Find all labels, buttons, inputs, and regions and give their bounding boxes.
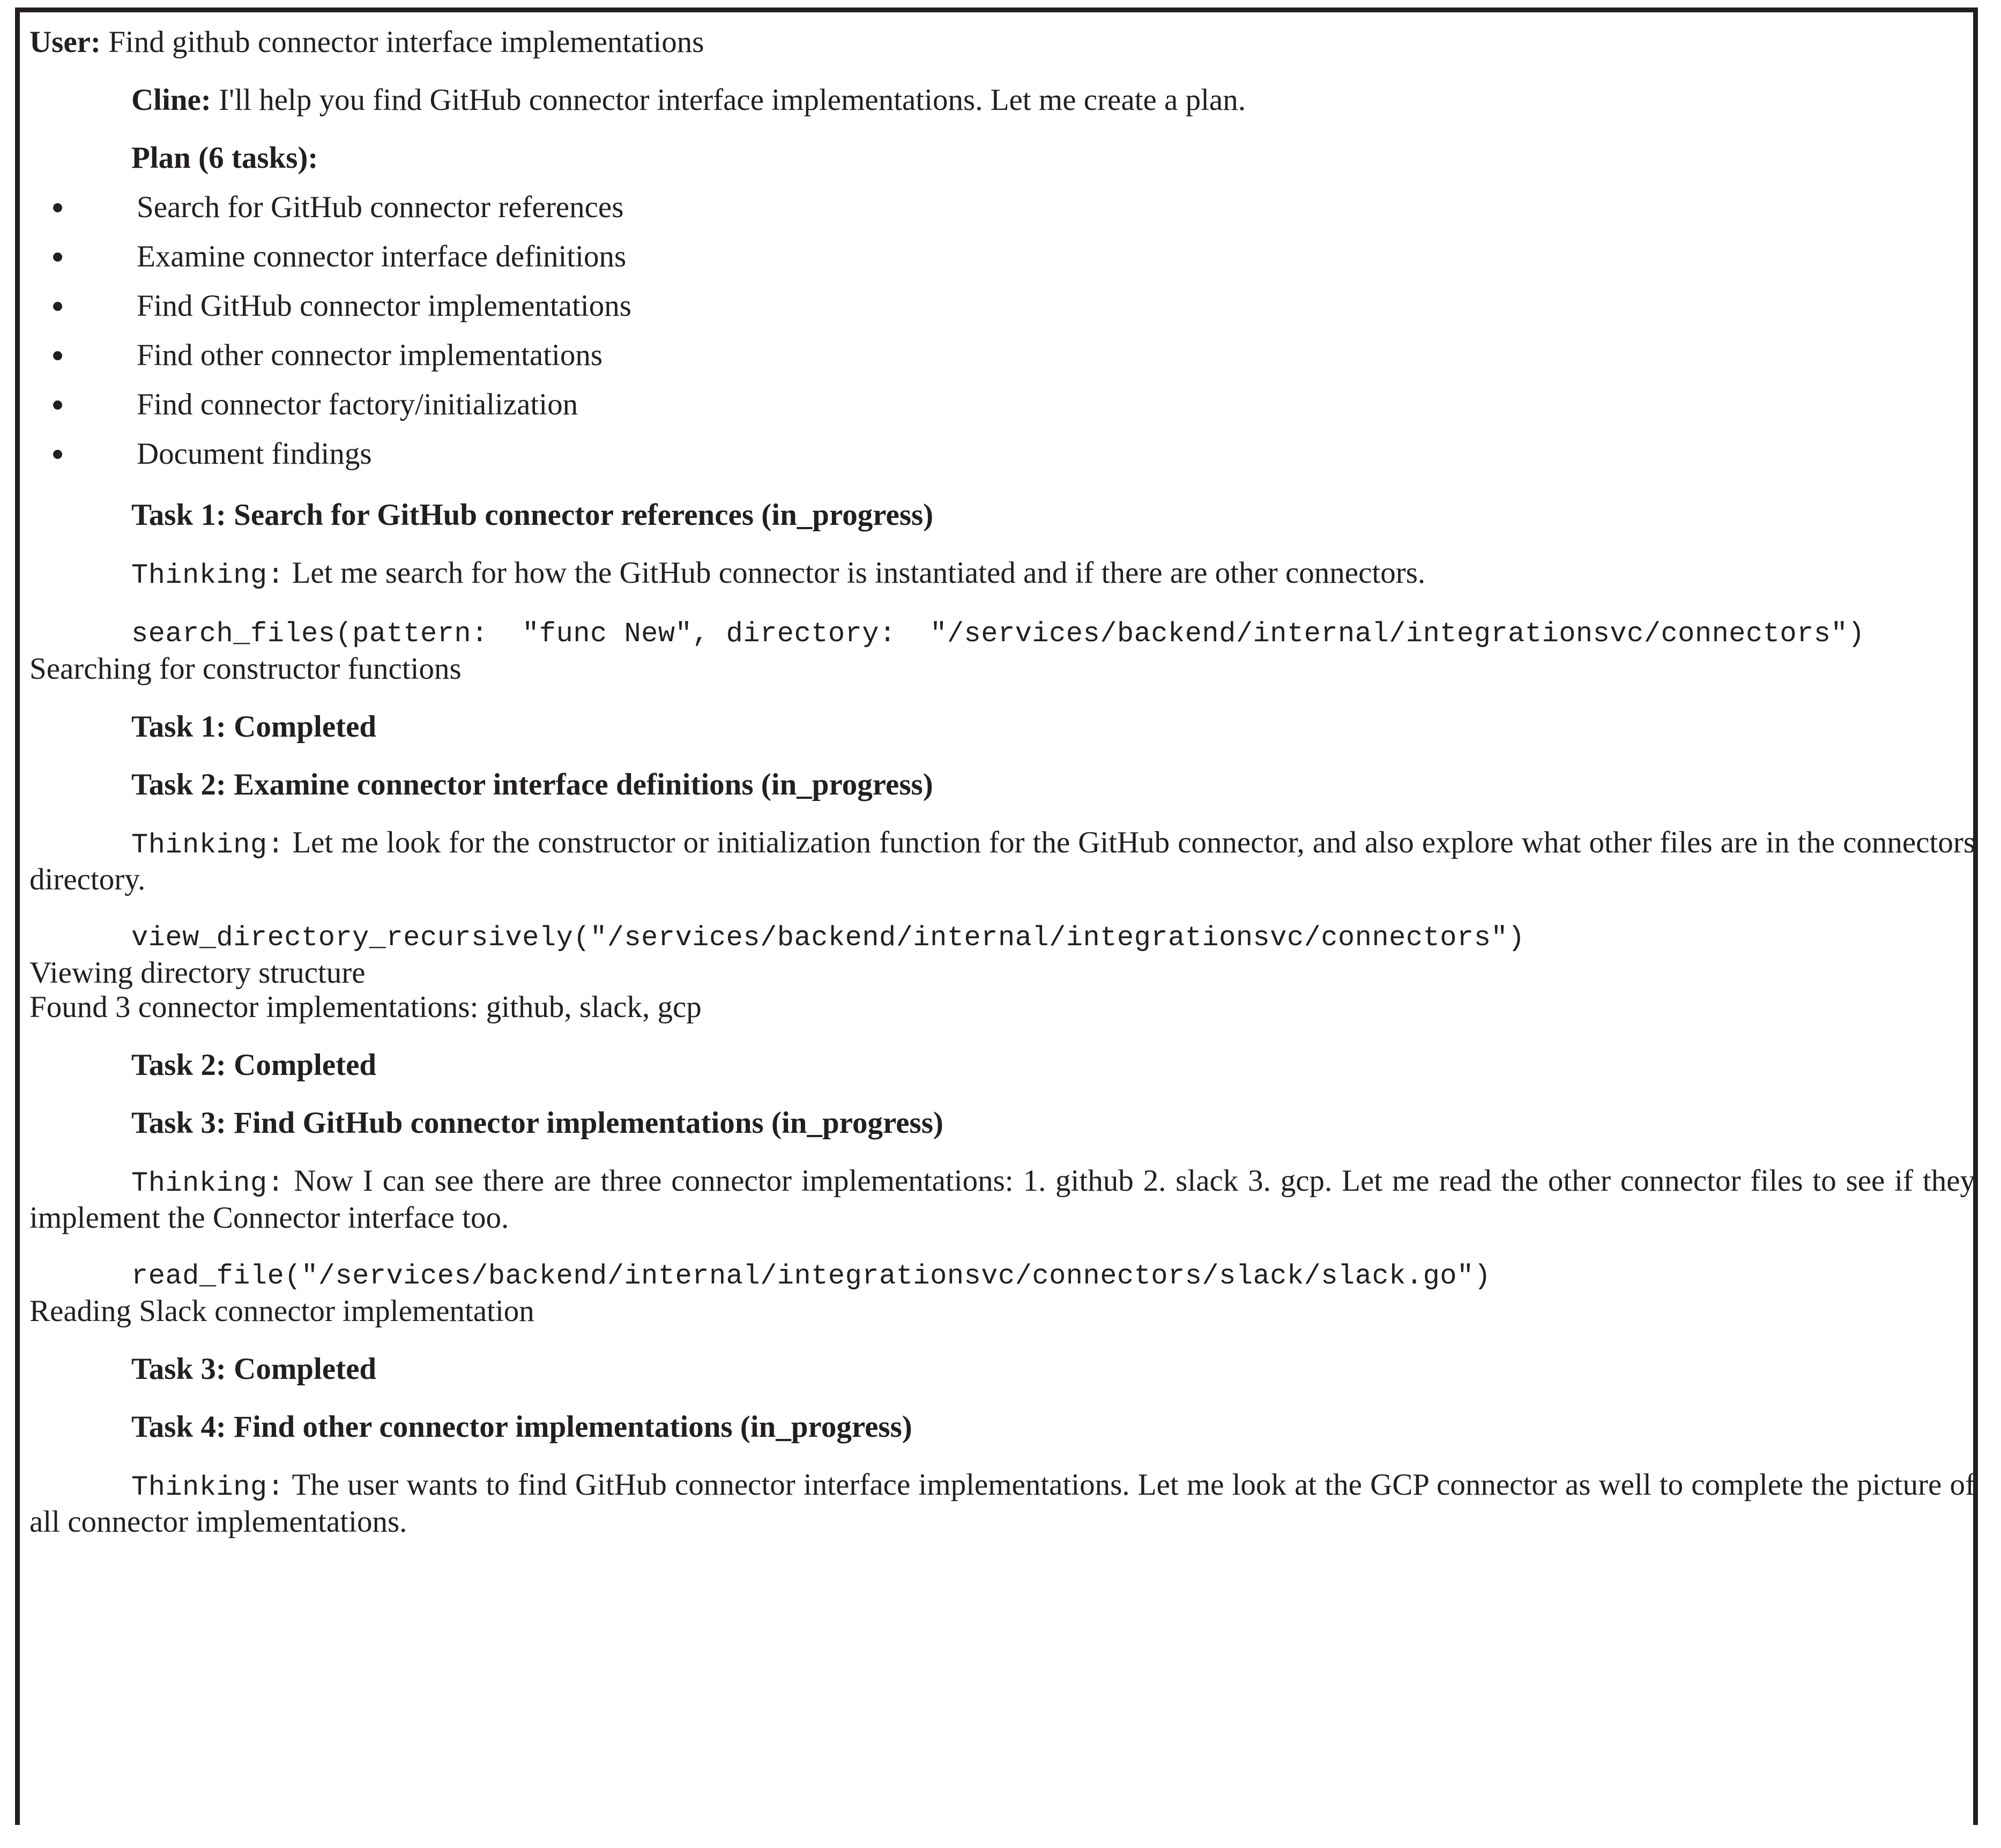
tool-result-line: Viewing directory structure xyxy=(29,956,366,990)
plan-item-label: Examine connector interface definitions xyxy=(137,240,627,273)
thinking-text: Now I can see there are three connector implementations: 1. github 2. slack 3. gcp. Let me read the other connector files to see if they implement the Connector interface too. xyxy=(29,1164,1976,1235)
task-heading: Task 1: Search for GitHub connector references (in_progress) xyxy=(131,498,934,532)
task-heading: Task 2: Examine connector interface definitions (in_progress) xyxy=(131,768,933,801)
plan-list-item xyxy=(29,331,1975,380)
tool-result-line: Searching for constructor functions xyxy=(29,652,462,686)
thinking-block xyxy=(29,1164,1975,1235)
plan-list-item xyxy=(29,232,1975,281)
user-speaker-label: User: xyxy=(29,25,101,59)
bullet-icon xyxy=(53,253,62,262)
plan-task-list xyxy=(29,183,1975,479)
thinking-text: Let me look for the constructor or initialization function for the GitHub connector, and also explore what other files are in the connectors directory. xyxy=(29,826,1975,896)
thinking-text: The user wants to find GitHub connector interface implementations. Let me look at the GCP connector as well to complete the picture of all connector implementations. xyxy=(29,1468,1975,1539)
bullet-icon xyxy=(53,302,62,311)
thinking-text: Let me search for how the GitHub connector is instantiated and if there are other connectors. xyxy=(292,556,1426,590)
plan-item-label: Find other connector implementations xyxy=(137,338,603,372)
plan-list-item xyxy=(29,429,1975,479)
user-message-line xyxy=(29,25,1975,60)
tool-call-line: view_directory_recursively("/services/backend/internal/integrationsvc/connectors") xyxy=(131,922,1525,954)
plan-item-label: Find connector factory/initialization xyxy=(137,388,578,421)
plan-item-label: Find GitHub connector implementations xyxy=(137,289,631,323)
plan-heading: Plan (6 tasks): xyxy=(131,141,318,175)
tool-result-line: Found 3 connector implementations: github, slack, gcp xyxy=(29,990,702,1024)
thinking-label: Thinking: xyxy=(131,1472,285,1503)
plan-list-item xyxy=(29,183,1975,232)
thinking-label: Thinking: xyxy=(131,560,285,591)
task-heading: Task 3: Find GitHub connector implementations (in_progress) xyxy=(131,1106,943,1140)
document-frame xyxy=(15,8,1978,1825)
thinking-block xyxy=(29,826,1975,897)
thinking-label: Thinking: xyxy=(131,829,285,861)
assistant-speaker-label: Cline: xyxy=(131,83,211,117)
thinking-block xyxy=(29,1468,1975,1539)
bullet-icon xyxy=(53,203,62,212)
bullet-icon xyxy=(53,450,62,459)
task-heading: Task 1: Completed xyxy=(131,710,377,744)
task-heading: Task 3: Completed xyxy=(131,1352,377,1386)
task-heading: Task 2: Completed xyxy=(131,1048,377,1082)
transcript-body xyxy=(29,18,1990,1539)
plan-item-label: Search for GitHub connector references xyxy=(137,190,624,224)
thinking-block xyxy=(29,556,1975,593)
tool-call-line: read_file("/services/backend/internal/integrationsvc/connectors/slack/slack.go") xyxy=(131,1260,1491,1292)
task-heading: Task 4: Find other connector implementations (in_progress) xyxy=(131,1410,912,1444)
thinking-label: Thinking: xyxy=(131,1168,285,1199)
tool-call-line: search_files(pattern: "func New", directory: "/services/backend/internal/integrationsvc/connectors") xyxy=(131,618,1865,650)
bullet-icon xyxy=(53,351,62,360)
assistant-message-line xyxy=(29,83,1975,117)
bullet-icon xyxy=(53,400,62,410)
plan-list-item xyxy=(29,380,1975,429)
plan-item-label: Document findings xyxy=(137,437,372,471)
user-message-text: Find github connector interface implementations xyxy=(108,25,704,59)
tool-result-line: Reading Slack connector implementation xyxy=(29,1294,534,1328)
plan-list-item xyxy=(29,281,1975,331)
assistant-message-text: I'll help you find GitHub connector interface implementations. Let me create a plan. xyxy=(219,83,1246,117)
